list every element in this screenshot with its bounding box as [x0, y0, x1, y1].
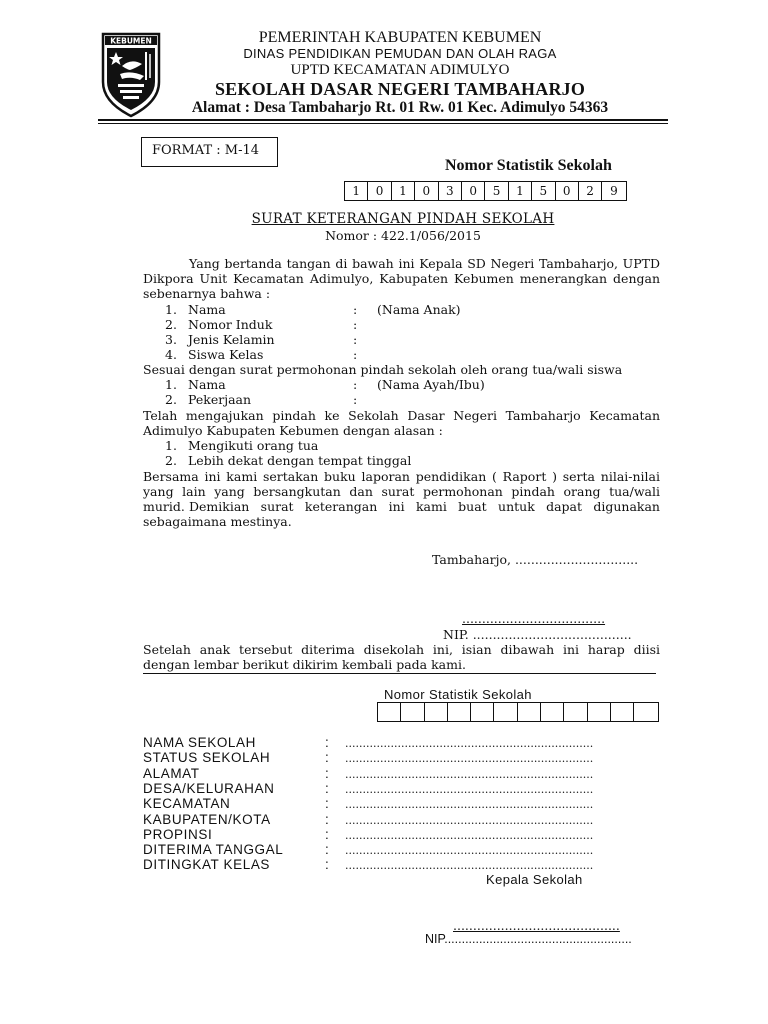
nss-empty-cell[interactable]	[494, 703, 517, 721]
receipt-field-label: DESA/KELURAHAN	[143, 780, 275, 796]
nss-digit-cell: 0	[462, 182, 485, 200]
field-number: 3.	[165, 332, 177, 347]
letter-number: Nomor : 422.1/056/2015	[325, 228, 481, 243]
receipt-field-dots[interactable]: .......................................................................	[345, 813, 594, 827]
receipt-field-label: NAMA SEKOLAH	[143, 735, 256, 750]
receipt-field-colon: :	[325, 765, 330, 781]
place-date: Tambaharjo, ...............................	[432, 552, 639, 567]
nss-empty-cell[interactable]	[588, 703, 611, 721]
field-number: 4.	[165, 347, 177, 362]
nss-digit-boxes	[344, 181, 627, 201]
field-row	[143, 347, 663, 362]
receipt-field-row	[143, 812, 623, 827]
receipt-field-dots[interactable]: .......................................................................	[345, 859, 594, 873]
reason-intro: Telah mengajukan pindah ke Sekolah Dasar Negeri Tambaharjo Kecamatan Adimulyo Kabupaten Kebumen dengan alasan :	[143, 408, 660, 438]
header-line-government: PEMERINTAH KABUPATEN KEBUMEN	[258, 29, 542, 46]
letter-title: SURAT KETERANGAN PINDAH SEKOLAH	[251, 211, 555, 227]
field-row	[143, 317, 663, 332]
nss-digit-cell: 9	[610, 184, 618, 198]
receipt-field-row	[143, 735, 623, 750]
field-colon: :	[353, 317, 358, 332]
field-colon: :	[353, 377, 358, 392]
nss-digit-cell: 5	[485, 182, 508, 200]
nss-digit-cell: 0	[368, 182, 391, 200]
reason-text: Lebih dekat dengan tempat tinggal	[188, 453, 412, 468]
format-label: FORMAT : M-14	[152, 143, 260, 158]
receipt-field-colon: :	[325, 842, 330, 858]
nss-digit-cell: 0	[415, 182, 438, 200]
field-value: (Nama Ayah/Ibu)	[377, 377, 485, 392]
field-label: Jenis Kelamin	[188, 332, 275, 347]
header-divider-thin	[98, 123, 668, 124]
field-label: Nomor Induk	[188, 317, 273, 332]
header-line-department: DINAS PENDIDIKAN PEMUDAN DAN OLAH RAGA	[243, 46, 557, 61]
field-number: 1.	[165, 302, 177, 317]
receipt-field-dots[interactable]: .......................................................................	[345, 798, 594, 812]
receipt-field-row	[143, 796, 623, 811]
signature-line: ....................................	[462, 611, 606, 626]
receipt-field-label: DITINGKAT KELAS	[143, 857, 271, 873]
receipt-field-row	[143, 827, 623, 842]
receipt-field-dots[interactable]: .......................................................................	[345, 844, 594, 858]
field-row	[143, 377, 663, 392]
attachment-paragraph: Bersama ini kami sertakan buku laporan pendidikan ( Raport ) serta nilai-nilai yang lain yang bersangkutan dan surat permohonan pindah orang tua/wali murid.	[143, 469, 660, 514]
receipt-field-dots[interactable]: .......................................................................	[345, 767, 594, 781]
headmaster-title: Kepala Sekolah	[486, 872, 583, 887]
receipt-field-dots[interactable]: .......................................................................	[345, 828, 594, 842]
field-label: Siswa Kelas	[188, 347, 264, 362]
format-box	[141, 137, 278, 167]
header-line-school-name: SEKOLAH DASAR NEGERI TAMBAHARJO	[214, 79, 586, 99]
field-colon: :	[353, 392, 358, 407]
receipt-field-colon: :	[325, 811, 330, 827]
receipt-field-row	[143, 857, 623, 872]
nss-digit-cell: 5	[532, 182, 555, 200]
reason-number: 2.	[165, 453, 177, 468]
reason-item	[143, 438, 663, 453]
header-line-uptd: UPTD KECAMATAN ADIMULYO	[290, 62, 510, 78]
field-row	[143, 392, 663, 407]
nss-empty-cell[interactable]	[401, 703, 424, 721]
reason-number: 1.	[165, 438, 177, 453]
header-divider-thick	[98, 119, 668, 121]
closing-paragraph: Demikian surat keterangan ini kami buat untuk dapat digunakan sebagaimana mestinya.	[143, 499, 660, 529]
receipt-field-dots[interactable]: .......................................................................	[345, 752, 594, 766]
nss-digit-cell: 1	[392, 182, 415, 200]
return-divider	[143, 673, 656, 674]
receipt-field-label: KECAMATAN	[143, 796, 231, 812]
receipt-field-colon: :	[325, 780, 330, 796]
nss-empty-cell[interactable]	[448, 703, 471, 721]
receipt-field-dots[interactable]: .......................................................................	[345, 737, 594, 750]
return-nss-boxes	[377, 702, 659, 722]
field-label: Nama	[188, 377, 226, 392]
field-colon: :	[353, 302, 358, 317]
field-row	[143, 302, 663, 317]
reason-text: Mengikuti orang tua	[188, 438, 319, 453]
field-colon: :	[353, 347, 358, 362]
header-line-address: Alamat : Desa Tambaharjo Rt. 01 Rw. 01 Kec. Adimulyo 54363	[191, 99, 609, 116]
receipt-field-label: ALAMAT	[143, 765, 200, 781]
receipt-field-colon: :	[325, 857, 330, 873]
receipt-field-colon: :	[325, 826, 330, 842]
receipt-field-colon: :	[325, 796, 330, 812]
receipt-field-row	[143, 781, 623, 796]
receipt-field-label: KABUPATEN/KOTA	[143, 811, 271, 827]
receipt-field-label: DITERIMA TANGGAL	[143, 842, 284, 858]
parent-intro: Sesuai dengan surat permohonan pindah sekolah oleh orang tua/wali siswa	[143, 362, 623, 377]
nss-empty-cell[interactable]	[471, 703, 494, 721]
receipt-field-row	[143, 750, 623, 765]
field-label: Pekerjaan	[188, 392, 252, 407]
field-number: 2.	[165, 392, 177, 407]
reason-item	[143, 453, 663, 468]
headmaster-nip: NIP......................................................	[425, 932, 632, 946]
logo-text: KEBUMEN	[110, 36, 152, 46]
nss-title: Nomor Statistik Sekolah	[445, 157, 612, 174]
receipt-field-label: STATUS SEKOLAH	[143, 750, 271, 766]
nss-digit-cell: 1	[345, 182, 368, 200]
field-colon: :	[353, 332, 358, 347]
intro-paragraph: Yang bertanda tangan di bawah ini Kepala SD Negeri Tambaharjo, UPTD Dikpora Unit Kecamatan Adimulyo, Kabupaten Kebumen menerangkan dengan sebenarnya bahwa :	[143, 256, 660, 301]
field-number: 1.	[165, 377, 177, 392]
return-nss-title: Nomor Statistik Sekolah	[384, 687, 532, 702]
receipt-field-colon: :	[325, 750, 330, 766]
return-instruction: Setelah anak tersebut diterima disekolah ini, isian dibawah ini harap diisi dengan lembar berikut dikirim kembali pada kami.	[143, 642, 660, 672]
nss-empty-cell[interactable]	[425, 703, 448, 721]
headmaster-signature-line: ..........................................	[453, 918, 620, 933]
receipt-field-colon: :	[325, 735, 330, 750]
field-label: Nama	[188, 302, 226, 317]
receipt-field-dots[interactable]: .......................................................................	[345, 782, 594, 796]
nss-digit-cell: 3	[439, 182, 462, 200]
field-number: 2.	[165, 317, 177, 332]
nss-empty-cell[interactable]	[378, 703, 401, 721]
nss-empty-cell[interactable]	[518, 703, 541, 721]
receipt-field-row	[143, 766, 623, 781]
field-value: (Nama Anak)	[377, 302, 461, 317]
nss-digit-cell: 2	[579, 182, 602, 200]
nss-empty-cell[interactable]	[611, 703, 634, 721]
nss-empty-cell[interactable]	[541, 703, 564, 721]
nss-digit-cell: 0	[556, 182, 579, 200]
receipt-field-row	[143, 842, 623, 857]
field-row	[143, 332, 663, 347]
nss-digit-cell: 1	[509, 182, 532, 200]
receipt-field-label: PROPINSI	[143, 826, 213, 842]
nss-empty-cell[interactable]	[634, 703, 657, 721]
nss-empty-cell[interactable]	[564, 703, 587, 721]
signer-nip: NIP. ........................................	[443, 627, 632, 642]
